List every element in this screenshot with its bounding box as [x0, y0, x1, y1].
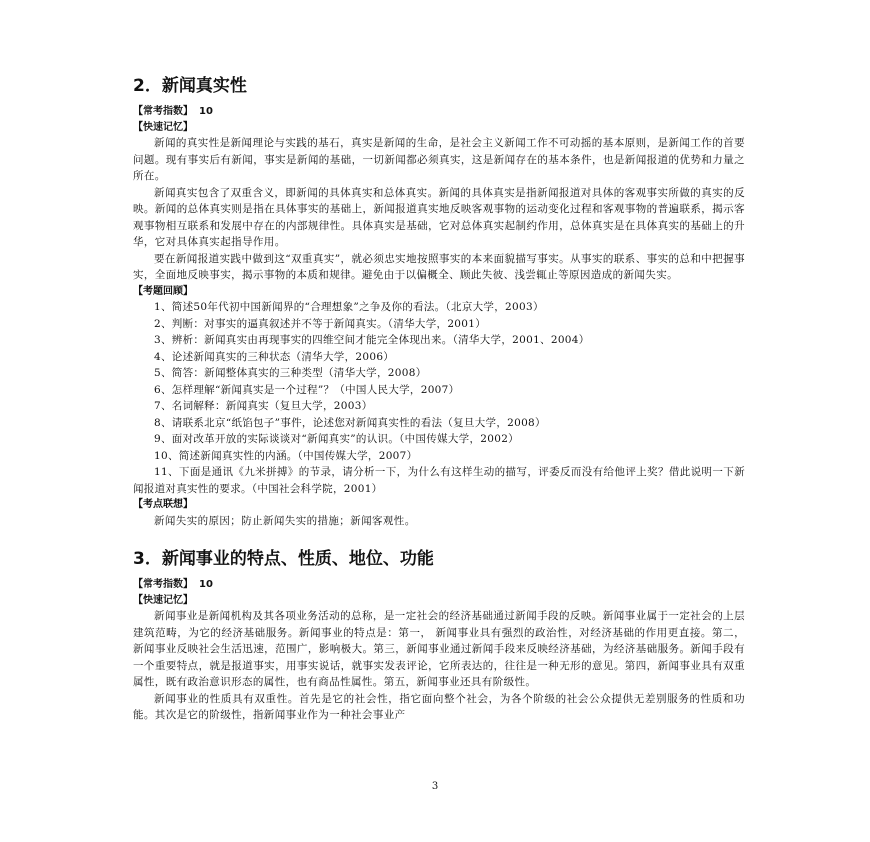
- page-number: 3: [431, 781, 439, 792]
- review-question: 5、简答：新闻整体真实的三种类型（清华大学，2008）: [154, 367, 427, 379]
- review-question: 1、简述50年代初中国新闻界的“合理想象”之争及你的看法。（北京大学，2003）: [154, 301, 544, 313]
- section-3-title: 3．新闻事业的特点、性质、地位、功能: [133, 549, 434, 569]
- section-2-paragraph: 要在新闻报道实践中做到这“双重真实”，就必须忠实地按照事实的本来面貌描写事实。从事实的联系、事实的总和中把握事实，全面地反映事实，揭示事物的本质和规律。避免由于以偏概全、顾此失彼、浅尝辄止等原因造成的新闻失实。: [133, 252, 745, 281]
- review-question: 3、辨析：新闻真实由再现事实的四维空间才能完全体现出来。（清华大学，2001、2004）: [154, 334, 590, 346]
- review-question: 8、请联系北京“纸馅包子”事件，论述您对新闻真实性的看法（复旦大学，2008）: [154, 416, 546, 429]
- review-question: 11、下面是通讯《九米拼搏》的节录，请分析一下，为什么有这样生动的描写，评委反而没有给他评上奖？借此说明一下新闻报道对真实性的要求。（中国社会科学院，2001）: [133, 466, 745, 495]
- section-2-review-label: 【考题回顾】: [133, 285, 193, 297]
- frequency-label: 【常考指数】: [133, 579, 193, 590]
- section-3-frequency: [133, 577, 745, 593]
- section-2-link-text: 新闻失实的原因；防止新闻失实的措施；新闻客观性。: [154, 514, 416, 527]
- page-content: [133, 74, 745, 724]
- section-2-title: 2．新闻真实性: [133, 76, 247, 96]
- review-question: 9、面对改革开放的实际谈谈对“新闻真实”的认识。（中国传媒大学，2002）: [154, 433, 519, 445]
- section-2-memory-label: 【快速记忆】: [133, 121, 193, 133]
- review-question: 7、名词解释：新闻真实（复旦大学，2003）: [154, 400, 373, 412]
- section-2-paragraph: 新闻的真实性是新闻理论与实践的基石，真实是新闻的生命，是社会主义新闻工作不可动摇的基本原则，是新闻工作的首要问题。现有事实后有新闻，事实是新闻的基础，一切新闻都必须真实，这是新闻存在的基本条件，也是新闻报道的优势和力量之所在。: [133, 137, 745, 182]
- section-3-memory-label: 【快速记忆】: [133, 594, 193, 606]
- review-question: 4、论述新闻真实的三种状态（清华大学，2006）: [154, 350, 395, 363]
- review-question: 6、怎样理解“新闻真实是一个过程”？（中国人民大学，2007）: [154, 383, 460, 396]
- review-question: 2、判断：对事实的逼真叙述并不等于新闻真实。（清华大学，2001）: [154, 317, 487, 330]
- review-question: 10、简述新闻真实性的内涵。（中国传媒大学，2007）: [154, 449, 418, 462]
- frequency-label: 【常考指数】: [133, 106, 193, 117]
- section-2-frequency: [133, 104, 745, 120]
- section-2-link-label: 【考点联想】: [133, 499, 193, 510]
- frequency-value: 10: [199, 579, 213, 590]
- section-2-paragraph: 新闻真实包含了双重含义，即新闻的具体真实和总体真实。新闻的具体真实是指新闻报道对具体的客观事实所做的真实的反映。新闻的总体真实则是指在具体事实的基础上，新闻报道真实地反映客观事物的运动变化过程和客观事物的普遍联系，揭示客观事物相互联系和发展中存在的内部规律性。具体真实是基础，它对总体真实起制约作用，总体真实是在具体真实的基础上的升华，它对具体真实起指导作用。: [133, 186, 745, 248]
- section-3-paragraph: 新闻事业是新闻机构及其各项业务活动的总称，是一定社会的经济基础通过新闻手段的反映。新闻事业属于一定社会的上层建筑范畴，为它的经济基础服务。新闻事业的特点是：第一， 新闻事业具有强烈的政治性，对经济基础的作用更直接。第二，新闻事业反映社会生活迅速，范围广，影响极大。第三，新闻事业通过新闻手段来反映经济基础，为经济基础服务。新闻手段有一个重要特点，就是报道事实，用事实说话，就事实发表评论，它所表达的，往往是一种无形的意见。第四，新闻事业具有双重属性，既有政治意识形态的属性，也有商品性属性。第五，新闻事业还具有阶级性。: [133, 610, 745, 688]
- section-3-paragraph: 新闻事业的性质具有双重性。首先是它的社会性，指它面向整个社会，为各个阶级的社会公众提供无差别服务的性质和功能。其次是它的阶级性，指新闻事业作为一种社会事业产: [133, 692, 745, 721]
- frequency-value: 10: [199, 106, 213, 117]
